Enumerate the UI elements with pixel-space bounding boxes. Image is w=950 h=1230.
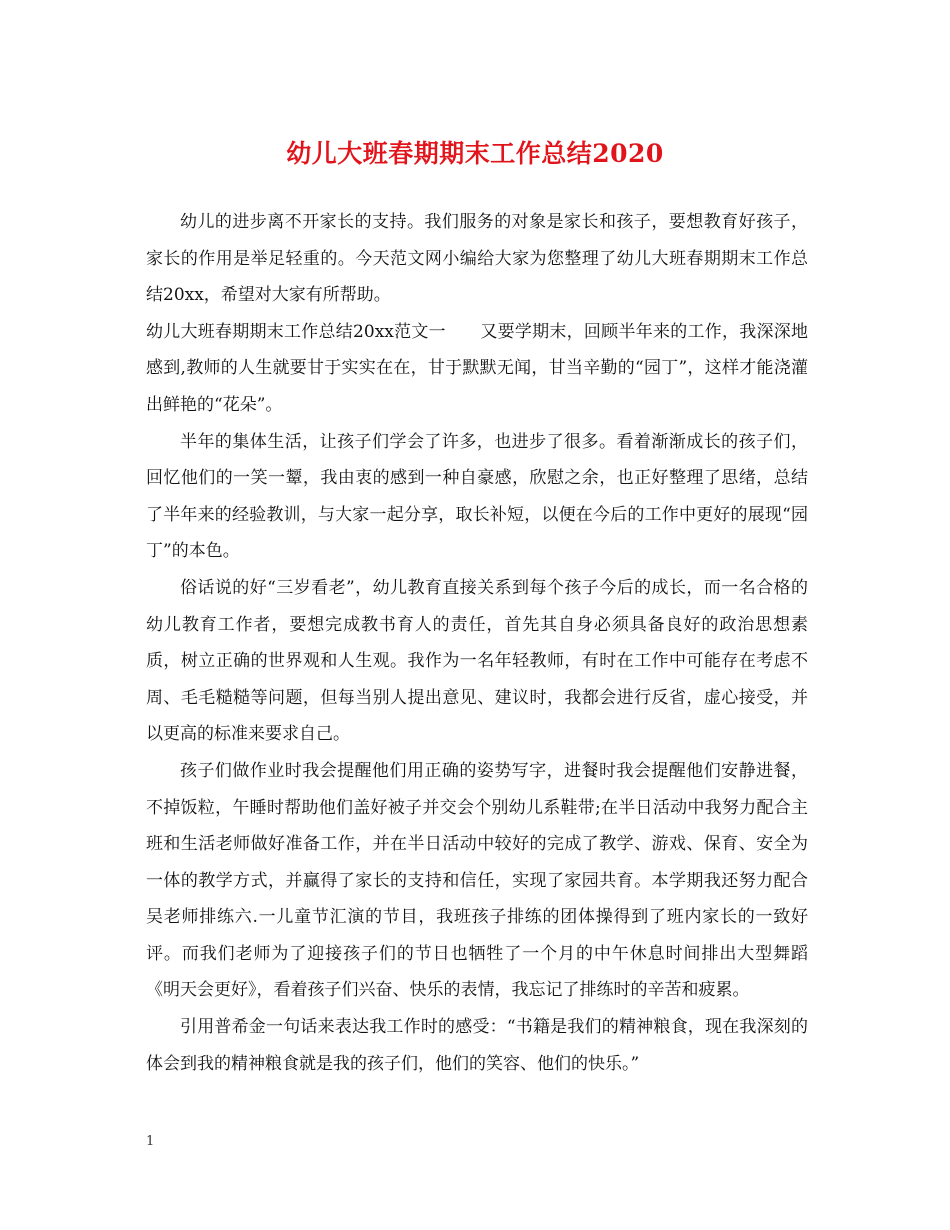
document-body xyxy=(146,204,808,1082)
paragraph-teacher-quality: 俗话说的好“三岁看老”，幼儿教育直接关系到每个孩子今后的成长，而一名合格的幼儿教育工作者，要想完成教书育人的责任，首先其自身必须具备良好的政治思想素质，树立正确的世界观和人生观。我作为一名年轻教师，有时在工作中可能存在考虑不周、毛毛糙糙等问题，但每当别人提出意见、建议时，我都会进行反省，虚心接受，并以更高的标准来要求自己。 xyxy=(146,577,808,745)
document-title: 幼儿大班春期期末工作总结2020 xyxy=(286,139,664,168)
paragraph-collective-life: 半年的集体生活，让孩子们学会了许多，也进步了很多。看着渐渐成长的孩子们，回忆他们的一笑一颦，我由衷的感到一种自豪感，欣慰之余，也正好整理了思绪，总结了半年来的经验教训，与大家一起分享，取长补短，以便在今后的工作中更好的展现“园丁”的本色。 xyxy=(146,431,808,562)
page-number: 1 xyxy=(146,1134,155,1149)
paragraph-intro: 幼儿的进步离不开家长的支持。我们服务的对象是家长和孩子，要想教育好孩子，家长的作用是举足轻重的。今天范文网小编给大家为您整理了幼儿大班春期期末工作总结20xx，希望对大家有所帮助。 xyxy=(146,212,808,306)
paragraph-sample-one-heading: 幼儿大班春期期末工作总结20xx范文一 又要学期末，回顾半年来的工作，我深深地感到,教师的人生就要甘于实实在在，甘于默默无闻，甘当辛勤的“园丁”，这样才能浇灌出鲜艳的“花朵”。 xyxy=(146,321,808,415)
paragraph-pushkin-quote: 引用普希金一句话来表达我工作时的感受：“书籍是我们的精神粮食，现在我深刻的体会到我的精神粮食就是我的孩子们，他们的笑容、他们的快乐。” xyxy=(146,1017,808,1074)
paragraph-daily-care: 孩子们做作业时我会提醒他们用正确的姿势写字，进餐时我会提醒他们安静进餐，不掉饭粒，午睡时帮助他们盖好被子并交会个别幼儿系鞋带;在半日活动中我努力配合主班和生活老师做好准备工作，并在半日活动中较好的完成了教学、游戏、保育、安全为一体的教学方式，并赢得了家长的支持和信任，实现了家园共育。本学期我还努力配合吴老师排练六.一儿童节汇演的节目，我班孩子排练的团体操得到了班内家长的一致好评。而我们老师为了迎接孩子们的节日也牺牲了一个月的中午休息时间排出大型舞蹈《明天会更好》，看着孩子们兴奋、快乐的表情，我忘记了排练时的辛苦和疲累。 xyxy=(146,760,808,1001)
